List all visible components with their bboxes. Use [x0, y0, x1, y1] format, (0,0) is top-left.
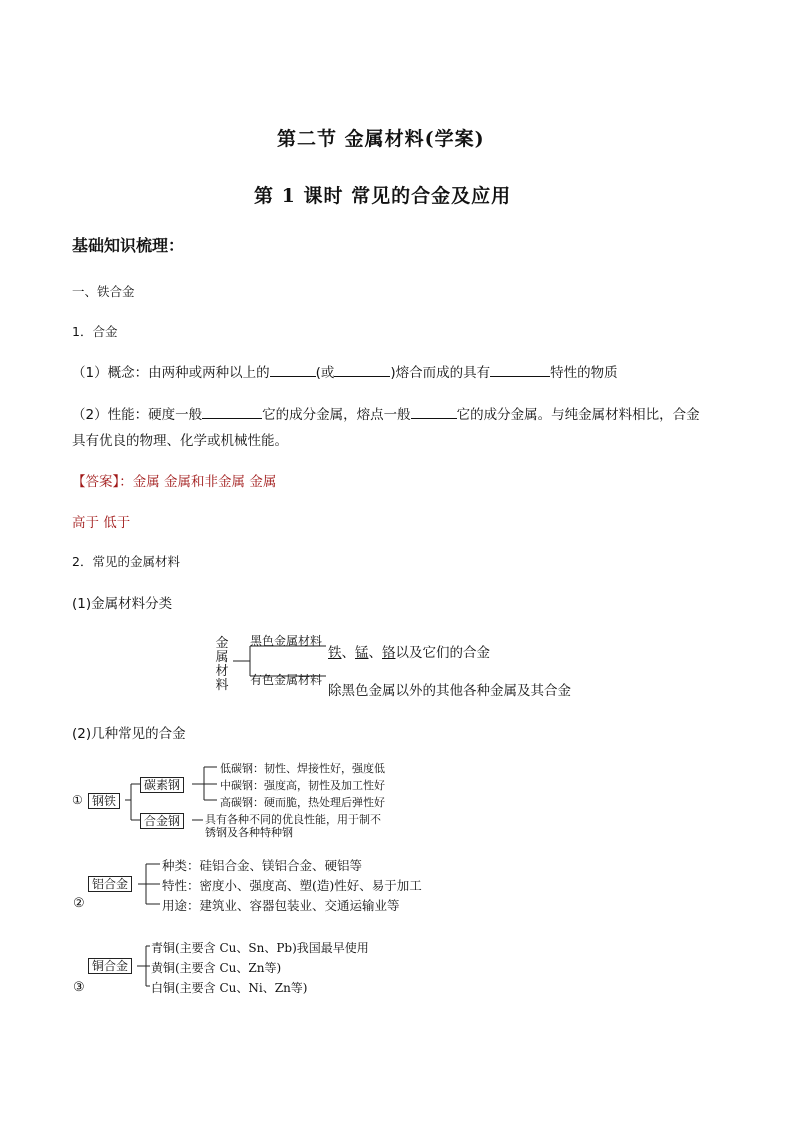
- low-carbon-steel: 低碳钢：韧性、焊接性好，强度低: [220, 762, 385, 775]
- concept-mid2: )熔合而成的具有: [390, 365, 491, 381]
- property-suffix: 它的成分金属。与纯金属材料相比，合金: [456, 407, 700, 423]
- alloy-steel-desc-2: 锈钢及各种特种钢: [205, 826, 293, 839]
- copper-brass: 黄铜(主要含 Cu、Zn等): [151, 961, 282, 975]
- concept-mid1: (或: [315, 365, 335, 381]
- carbon-steel: 碳素钢: [140, 777, 184, 793]
- element-iron: 铁: [328, 645, 342, 661]
- alloy-steel-desc-1: 具有各种不同的优良性能，用于制不: [205, 813, 381, 826]
- property-prefix: （2）性能：硬度一般: [72, 407, 203, 423]
- section-heading: 基础知识梳理：: [72, 236, 185, 255]
- concept-prefix: （1）概念：由两种或两种以上的: [72, 365, 270, 381]
- classify-branch-nonferrous: 有色金属材料: [250, 673, 323, 687]
- aluminum-uses: 用途：建筑业、容器包装业、交通运输业等: [162, 898, 400, 913]
- answer-line-2: 高于 低于: [72, 515, 131, 531]
- steel-marker: ①: [72, 793, 83, 807]
- part1-heading: 一、铁合金: [72, 284, 135, 299]
- classify-root: 金属材料: [215, 636, 229, 693]
- copper-root: 铜合金: [88, 958, 132, 974]
- nonferrous-desc: 除黑色金属以外的其他各种金属及其合金: [328, 683, 571, 699]
- classify-branch-ferrous: 黑色金属材料: [250, 634, 323, 648]
- alloy-steel: 合金钢: [140, 813, 184, 829]
- aluminum-traits: 特性：密度小、强度高、塑(造)性好、易于加工: [162, 878, 422, 893]
- ferrous-desc: 以及它们的合金: [395, 645, 490, 661]
- copper-marker: ③: [73, 980, 85, 995]
- classify-heading: (1)金属材料分类: [72, 596, 173, 612]
- element-chromium: 铬: [382, 645, 396, 661]
- item1-heading: 1．合金: [72, 324, 118, 339]
- element-sep-2: 、: [368, 645, 382, 661]
- steel-root: 钢铁: [88, 793, 120, 809]
- high-carbon-steel: 高碳钢：硬而脆，热处理后弹性好: [220, 796, 385, 809]
- aluminum-root: 铝合金: [88, 876, 132, 892]
- medium-carbon-steel: 中碳钢：强度高，韧性及加工性好: [220, 779, 385, 792]
- answer-text-1: ：金属 金属和非金属 金属: [119, 474, 277, 490]
- property-mid: 它的成分金属，熔点一般: [262, 407, 411, 423]
- property-line-2: 具有优良的物理、化学或机械性能。: [72, 433, 288, 449]
- aluminum-marker: ②: [73, 896, 85, 911]
- aluminum-kinds: 种类：硅铝合金、镁铝合金、硬铝等: [162, 858, 363, 873]
- copper-white: 白铜(主要含 Cu、Ni、Zn等): [151, 981, 308, 995]
- concept-suffix: 特性的物质: [550, 365, 618, 381]
- page-title: 第二节 金属材料(学案): [277, 128, 485, 150]
- copper-bronze: 青铜(主要含 Cu、Sn、Pb)我国最早使用: [151, 941, 369, 955]
- element-sep-1: 、: [341, 645, 355, 661]
- alloys-heading: (2)几种常见的合金: [72, 726, 186, 742]
- answer-label: 【答案】: [72, 474, 120, 490]
- element-manganese: 锰: [355, 645, 369, 661]
- lesson-subtitle: 第 1 课时 常见的合金及应用: [254, 185, 512, 207]
- item2-heading: 2．常见的金属材料: [72, 554, 180, 569]
